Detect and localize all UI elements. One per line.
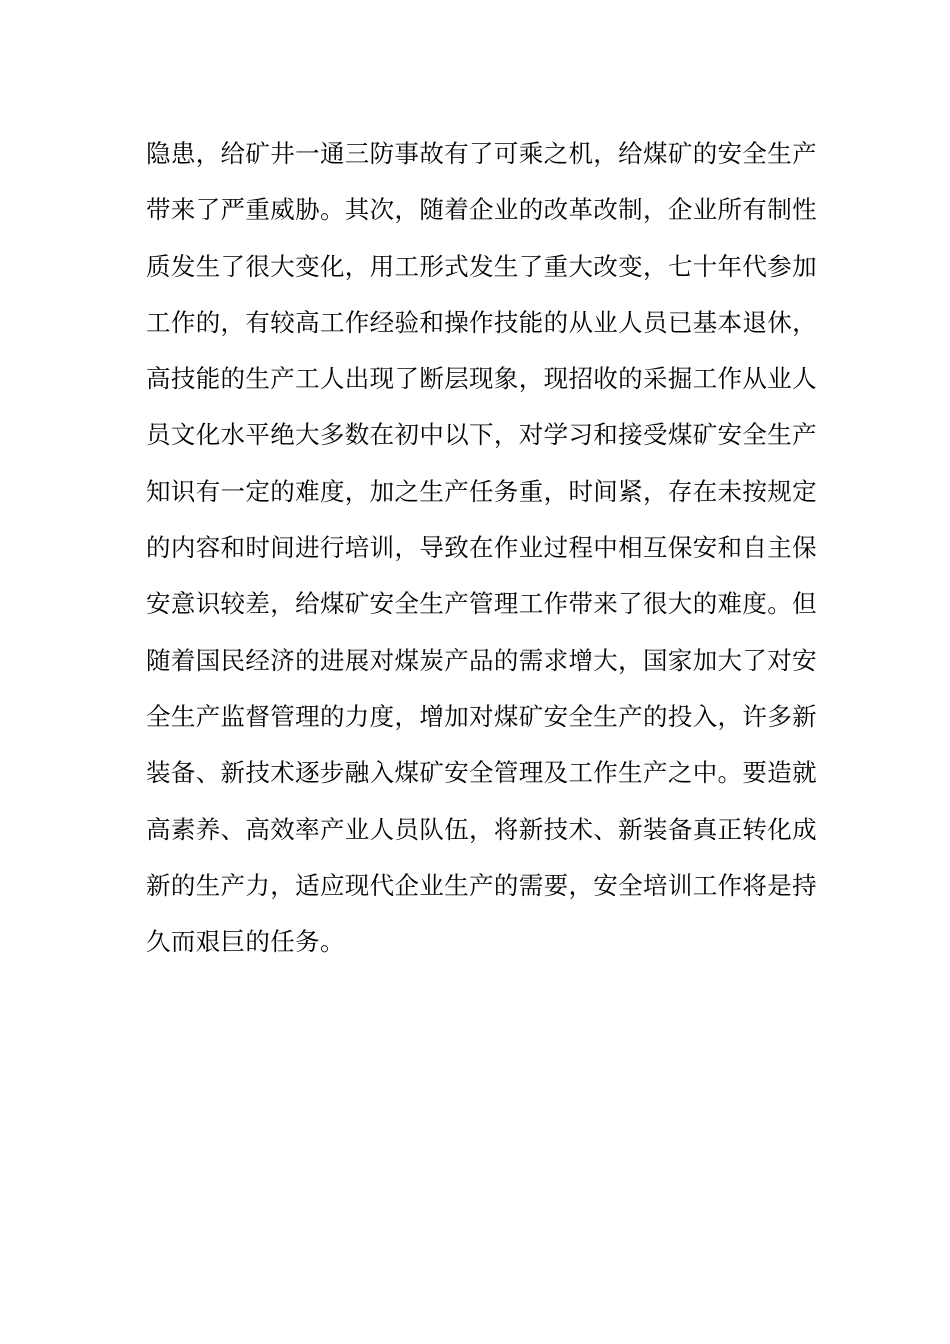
text-line: 久而艰巨的任务。 [146, 927, 345, 957]
text-line: 随着国民经济的进展对煤炭产品的需求增大，国家加大了对安 [146, 645, 817, 675]
text-line: 带来了严重威胁。其次，随着企业的改革改制，企业所有制性 [146, 195, 817, 225]
text-line: 质发生了很大变化，用工形式发生了重大改变，七十年代参加 [146, 251, 817, 281]
text-line: 装备、新技术逐步融入煤矿安全管理及工作生产之中。要造就 [146, 758, 817, 788]
text-line: 员文化水平绝大多数在初中以下，对学习和接受煤矿安全生产 [146, 420, 817, 450]
text-line: 安意识较差，给煤矿安全生产管理工作带来了很大的难度。但 [146, 589, 817, 619]
text-line: 新的生产力，适应现代企业生产的需要，安全培训工作将是持 [146, 870, 817, 900]
text-line: 全生产监督管理的力度，增加对煤矿安全生产的投入，许多新 [146, 701, 817, 731]
text-line: 隐患，给矿井一通三防事故有了可乘之机，给煤矿的安全生产 [146, 139, 817, 168]
body-paragraph [146, 126, 826, 970]
text-line: 高技能的生产工人出现了断层现象，现招收的采掘工作从业人 [146, 364, 817, 394]
text-line: 工作的，有较高工作经验和操作技能的从业人员已基本退休， [146, 307, 817, 337]
text-line: 知识有一定的难度，加之生产任务重，时间紧，存在未按规定 [146, 476, 817, 506]
text-line: 的内容和时间进行培训，导致在作业过程中相互保安和自主保 [146, 533, 817, 563]
text-line: 高素养、高效率产业人员队伍，将新技术、新装备真正转化成 [146, 814, 817, 844]
